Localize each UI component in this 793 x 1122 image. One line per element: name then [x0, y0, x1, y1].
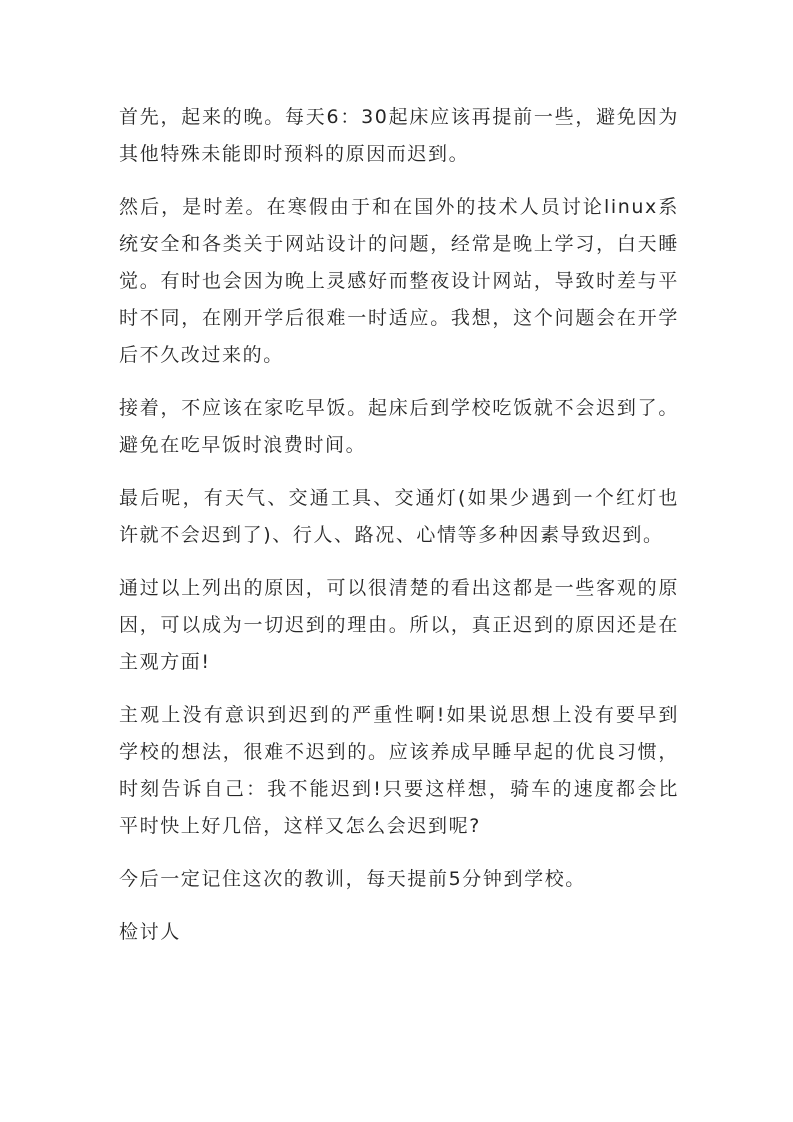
paragraph-reason-external-factors: 最后呢，有天气、交通工具、交通灯(如果少遇到一个红灯也许就不会迟到了)、行人、路况、心情等多种因素导致迟到。 [119, 487, 679, 546]
paragraph-objective-summary: 通过以上列出的原因，可以很清楚的看出这都是一些客观的原因，可以成为一切迟到的理由。所以，真正迟到的原因还是在主观方面! [119, 577, 679, 673]
document-body [119, 99, 679, 967]
paragraph-resolution: 今后一定记住这次的教训，每天提前5分钟到学校。 [119, 868, 586, 890]
signature-label: 检讨人 [119, 921, 181, 943]
paragraph-subjective-reason: 主观上没有意识到迟到的严重性啊!如果说思想上没有要早到学校的想法，很难不迟到的。应该养成早睡早起的优良习惯，时刻告诉自己：我不能迟到!只要这样想，骑车的速度都会比平时快上好几倍，这样又怎么会迟到呢? [119, 704, 679, 837]
paragraph-reason-time-difference: 然后，是时差。在寒假由于和在国外的技术人员讨论linux系统安全和各类关于网站设计的问题，经常是晚上学习，白天睡觉。有时也会因为晚上灵感好而整夜设计网站，导致时差与平时不同，在刚开学后很难一时适应。我想，这个问题会在开学后不久改过来的。 [119, 196, 679, 366]
paragraph-reason-breakfast: 接着，不应该在家吃早饭。起床后到学校吃饭就不会迟到了。避免在吃早饭时浪费时间。 [119, 397, 679, 456]
paragraph-reason-wake-late: 首先，起来的晚。每天6：30起床应该再提前一些，避免因为其他特殊未能即时预料的原因而迟到。 [119, 106, 679, 165]
